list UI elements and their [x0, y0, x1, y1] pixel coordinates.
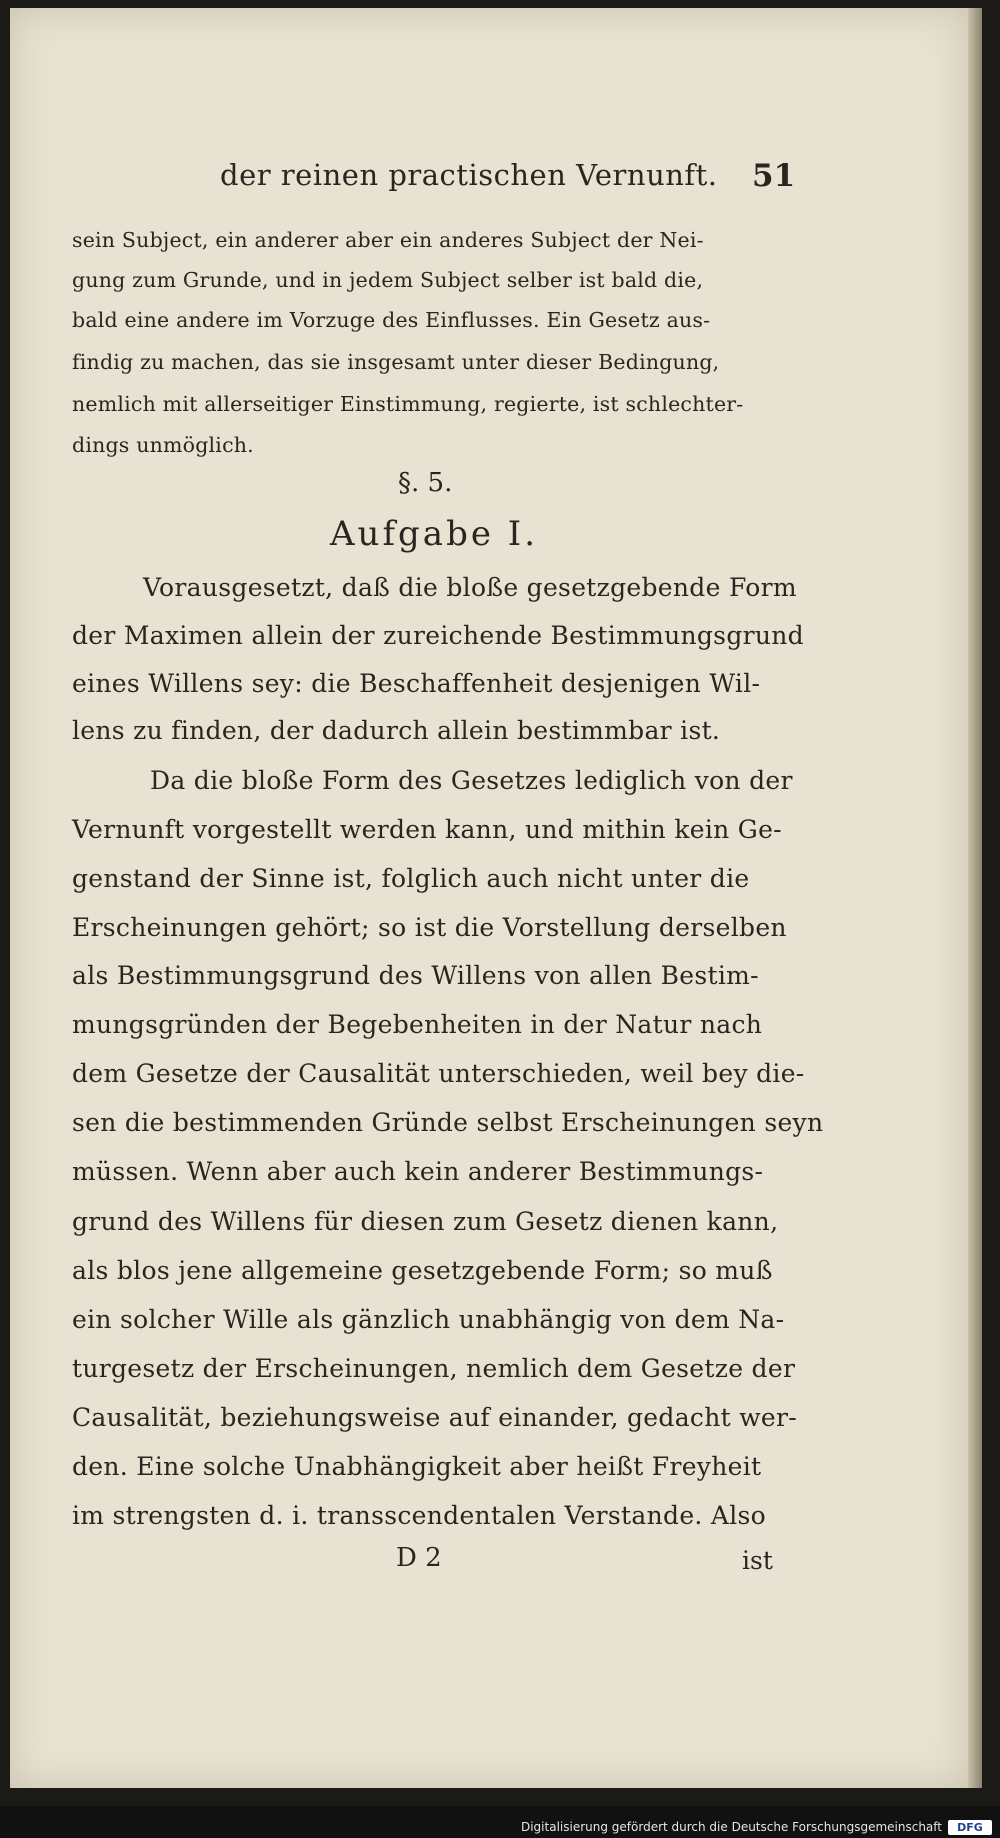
- text-line: nemlich mit allerseitiger Einstimmung, regierte, ist schlechter-: [72, 392, 744, 416]
- text-line: im strengsten d. i. transscendentalen Verstande. Also: [72, 1501, 767, 1530]
- text-line: eines Willens sey: die Beschaffenheit desjenigen Wil-: [72, 669, 761, 698]
- text-line: der Maximen allein der zureichende Bestimmungsgrund: [72, 621, 804, 650]
- text-line: müssen. Wenn aber auch kein anderer Bestimmungs-: [72, 1157, 764, 1186]
- text-line: Erscheinungen gehört; so ist die Vorstellung derselben: [72, 913, 787, 942]
- text-line: Da die bloße Form des Gesetzes lediglich von der: [150, 766, 793, 795]
- text-line: als Bestimmungsgrund des Willens von allen Bestim-: [72, 961, 759, 990]
- text-line: als blos jene allgemeine gesetzgebende Form; so muß: [72, 1256, 773, 1285]
- text-line: grund des Willens für diesen zum Gesetz dienen kann,: [72, 1207, 779, 1236]
- text-line: bald eine andere im Vorzuge des Einflusses. Ein Gesetz aus-: [72, 308, 711, 332]
- text-line: Vernunft vorgestellt werden kann, und mithin kein Ge-: [72, 815, 782, 844]
- text-line: dem Gesetze der Causalität unterschieden, weil bey die-: [72, 1059, 805, 1088]
- text-line: ein solcher Wille als gänzlich unabhängig von dem Na-: [72, 1305, 785, 1334]
- text-line: turgesetz der Erscheinungen, nemlich dem Gesetze der: [72, 1354, 796, 1383]
- credit-text: Digitalisierung gefördert durch die Deutsche Forschungsgemeinschaft: [520, 1820, 942, 1834]
- page-edge: [968, 8, 982, 1788]
- text-line: sen die bestimmenden Gründe selbst Erscheinungen seyn: [72, 1108, 824, 1137]
- signature-mark: D 2: [396, 1543, 442, 1573]
- dfg-logo: DFG: [948, 1820, 992, 1835]
- text-line: lens zu finden, der dadurch allein bestimmbar ist.: [72, 716, 721, 745]
- catchword: ist: [742, 1546, 773, 1575]
- section-number: §. 5.: [398, 468, 453, 498]
- text-line: Vorausgesetzt, daß die bloße gesetzgebende Form: [143, 573, 797, 602]
- section-title: Aufgabe I.: [330, 514, 539, 554]
- text-line: genstand der Sinne ist, folglich auch nicht unter die: [72, 864, 750, 893]
- text-line: den. Eine solche Unabhängigkeit aber heißt Freyheit: [72, 1452, 762, 1481]
- page-number: 51: [752, 158, 796, 194]
- text-line: mungsgründen der Begebenheiten in der Natur nach: [72, 1010, 763, 1039]
- text-line: findig zu machen, das sie insgesamt unter dieser Bedingung,: [72, 350, 720, 374]
- running-head: der reinen practischen Vernunft.: [220, 158, 718, 192]
- text-line: sein Subject, ein anderer aber ein anderes Subject der Nei-: [72, 228, 704, 252]
- text-line: Causalität, beziehungsweise auf einander, gedacht wer-: [72, 1403, 798, 1432]
- text-line: dings unmöglich.: [72, 433, 254, 457]
- text-line: gung zum Grunde, und in jedem Subject selber ist bald die,: [72, 268, 704, 292]
